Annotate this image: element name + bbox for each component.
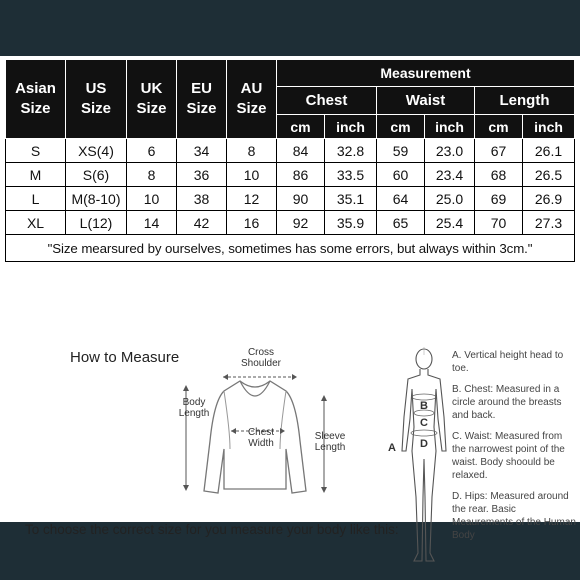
table-cell: M bbox=[6, 163, 66, 187]
cross-shoulder-arrow bbox=[220, 371, 300, 383]
table-cell: 35.1 bbox=[325, 187, 377, 211]
table-cell: 16 bbox=[227, 211, 277, 235]
figure-label-c: C bbox=[420, 417, 428, 429]
table-cell: 34 bbox=[177, 139, 227, 163]
cross-shoulder-label: Cross Shoulder bbox=[240, 347, 282, 369]
table-cell: 69 bbox=[475, 187, 523, 211]
table-cell: 60 bbox=[377, 163, 425, 187]
table-cell: L(12) bbox=[66, 211, 127, 235]
size-table bbox=[5, 59, 575, 262]
header-measurement: Measurement bbox=[277, 60, 575, 87]
table-cell: 59 bbox=[377, 139, 425, 163]
table-cell: 27.3 bbox=[523, 211, 575, 235]
table-cell: 42 bbox=[177, 211, 227, 235]
table-cell: 23.0 bbox=[425, 139, 475, 163]
size-chart-card bbox=[0, 56, 580, 541]
table-row bbox=[6, 187, 575, 211]
table-cell: 10 bbox=[227, 163, 277, 187]
size-note: "Size mearsured by ourselves, sometimes has some errors, but always within 3cm." bbox=[6, 235, 575, 262]
table-cell: 90 bbox=[277, 187, 325, 211]
body-length-label: Body Length bbox=[178, 397, 210, 419]
header-unit-cm: cm bbox=[277, 115, 325, 139]
table-cell: 35.9 bbox=[325, 211, 377, 235]
table-cell: 65 bbox=[377, 211, 425, 235]
header-unit-inch: inch bbox=[425, 115, 475, 139]
figure-label-a: A bbox=[388, 442, 396, 454]
header-unit-cm: cm bbox=[377, 115, 425, 139]
figure-label-d: D bbox=[420, 438, 428, 450]
note-a: A. Vertical height head to toe. bbox=[452, 350, 564, 374]
table-cell: 26.5 bbox=[523, 163, 575, 187]
header-au-size: AU Size bbox=[227, 60, 277, 139]
table-cell: 8 bbox=[227, 139, 277, 163]
table-cell: 8 bbox=[127, 163, 177, 187]
header-eu-size: EU Size bbox=[177, 60, 227, 139]
header-waist: Waist bbox=[377, 87, 475, 115]
table-cell: 6 bbox=[127, 139, 177, 163]
table-cell: 12 bbox=[227, 187, 277, 211]
table-cell: XS(4) bbox=[66, 139, 127, 163]
table-cell: 32.8 bbox=[325, 139, 377, 163]
table-row bbox=[6, 139, 575, 163]
table-cell: 92 bbox=[277, 211, 325, 235]
table-cell: 25.4 bbox=[425, 211, 475, 235]
header-uk-size: UK Size bbox=[127, 60, 177, 139]
table-cell: 38 bbox=[177, 187, 227, 211]
table-cell: 67 bbox=[475, 139, 523, 163]
table-cell: 14 bbox=[127, 211, 177, 235]
table-cell: 25.0 bbox=[425, 187, 475, 211]
measure-guide bbox=[0, 341, 580, 578]
table-cell: 26.9 bbox=[523, 187, 575, 211]
header-unit-inch: inch bbox=[523, 115, 575, 139]
table-cell: 10 bbox=[127, 187, 177, 211]
body-figure bbox=[396, 347, 452, 573]
sleeve-length-label: Sleeve Length bbox=[314, 431, 346, 453]
how-to-measure-title: How to Measure bbox=[70, 349, 180, 366]
header-us-size: US Size bbox=[66, 60, 127, 139]
note-c: C. Waist: Measured from the narrowest point of the waist. Body shoould be relaxed. bbox=[452, 431, 565, 481]
header-length: Length bbox=[475, 87, 575, 115]
table-cell: 70 bbox=[475, 211, 523, 235]
chest-width-label: Chest Width bbox=[247, 427, 275, 449]
table-cell: 23.4 bbox=[425, 163, 475, 187]
table-note-row bbox=[6, 235, 575, 262]
table-row bbox=[6, 163, 575, 187]
table-cell: S(6) bbox=[66, 163, 127, 187]
choose-size-instruction: To choose the correct size for you measure your body like this: bbox=[25, 522, 399, 537]
header-unit-inch: inch bbox=[325, 115, 377, 139]
table-cell: 86 bbox=[277, 163, 325, 187]
table-cell: 64 bbox=[377, 187, 425, 211]
header-asian-size: Asian Size bbox=[6, 60, 66, 139]
note-d: D. Hips: Measured around the rear. Basic Meaurements of the Human Body bbox=[452, 491, 576, 541]
table-row bbox=[6, 211, 575, 235]
table-cell: M(8-10) bbox=[66, 187, 127, 211]
table-cell: 68 bbox=[475, 163, 523, 187]
table-cell: 33.5 bbox=[325, 163, 377, 187]
table-cell: 84 bbox=[277, 139, 325, 163]
table-cell: L bbox=[6, 187, 66, 211]
table-cell: 36 bbox=[177, 163, 227, 187]
table-cell: XL bbox=[6, 211, 66, 235]
figure-label-b: B bbox=[420, 400, 428, 412]
table-cell: 26.1 bbox=[523, 139, 575, 163]
table-cell: S bbox=[6, 139, 66, 163]
header-unit-cm: cm bbox=[475, 115, 523, 139]
header-chest: Chest bbox=[277, 87, 377, 115]
measurement-notes bbox=[452, 349, 577, 550]
note-b: B. Chest: Measured in a circle around the breasts and back. bbox=[452, 384, 562, 421]
